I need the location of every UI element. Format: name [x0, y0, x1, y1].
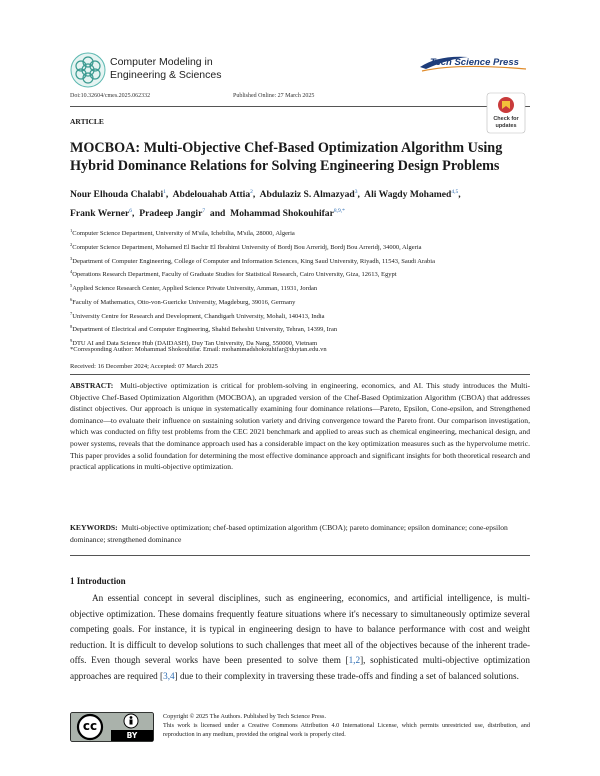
license-statement[interactable]: This work is licensed under a Creative Commons Attribution 4.0 International License, which permits unrestricted use, distribution, and reproduction in any medium, provided the original work is properly cited.	[163, 722, 530, 739]
affiliation-item: $^1$Computer Science Department, University of M'sila, Ichebilia, M'sila, 28000, Algeria	[70, 228, 295, 238]
author-list: Nour Elhouda Chalabi$^1$, Abdelouahab Attia$^2$, Abdulaziz S. Almazyad$^3$, Ali Wagdy Mohamed$^{4,5}$, Frank Werner$^6$, Pradeep Jangir$^7$ and Mohammad Shokouhifar$^{8,9,*}$	[70, 189, 461, 220]
journal-logo-icon	[70, 52, 106, 88]
copyright-line: Copyright © 2025 The Authors. Published by Tech Science Press.	[163, 713, 327, 720]
journal-name-line1: Computer Modeling in	[110, 56, 213, 68]
keywords-text: Multi-objective optimization; chef-based optimization algorithm (CBOA); pareto dominance; epsilon dominance; cone-epsilon dominance; strengthened dominance	[70, 523, 508, 544]
check-for-updates-badge[interactable]	[486, 92, 526, 134]
header-divider	[70, 106, 530, 107]
author[interactable]: Mohammad Shokouhifar$^{8,9,*}$	[230, 208, 345, 220]
keywords-divider	[70, 555, 530, 556]
author[interactable]: Pradeep Jangir$^7$	[139, 208, 206, 220]
section-heading: 1 Introduction	[70, 576, 126, 586]
abstract-text: Multi-objective optimization is critical for problem-solving in engineering, economics, and AI. This study introduces the Multi-Objective Chef-Based Optimization Algorithm (MOCBOA), an upgraded version of the Chef-Based Optimization Algorithm (CBOA) that addresses distinct objectives. Our approach is unique in systematically examining four dominance relations—Pareto, Epsilon, Cone-epsilon, and Strengthened dominance—to evaluate their influence on sustaining solution variety and driving convergence toward the Pareto front. Our comparison investigation, which was conducted on fifty test problems from the CEC 2021 benchmark and applied to areas such as chemical engineering, mechanical design, and power systems, reveals that the dominance approach used has a considerable impact on the key optimization measures such as the hypervolume metric. This paper provides a solid foundation for determining the most effective dominance approach and significant insights for both theoretical research and practical applications in multi-objective optimization.	[70, 381, 530, 472]
affiliation-item: $^6$Faculty of Mathematics, Otto-von-Guericke University, Magdeburg, 39016, Germany	[70, 296, 296, 306]
author[interactable]: Ali Wagdy Mohamed$^{4,5}$	[364, 189, 459, 201]
check-label-1: Check for	[493, 116, 519, 122]
affiliation-item: $^8$Department of Electrical and Computer Engineering, Shahid Beheshti University, Tehran, 14399, Iran	[70, 324, 338, 334]
article-type-label: ARTICLE	[70, 117, 104, 126]
published-online: Published Online: 27 March 2025	[233, 93, 315, 99]
author[interactable]: Abdelouahab Attia$^2$	[172, 189, 253, 201]
affiliation-item: $^7$University Centre for Research and Development, Chandigarh University, Mohali, 140413, India	[70, 310, 325, 320]
author[interactable]: Abdulaziz S. Almazyad$^3$	[259, 189, 358, 201]
journal-name-line2: Engineering & Sciences	[110, 69, 222, 81]
affiliation-item: $^4$Operations Research Department, Faculty of Graduate Studies for Statistical Research, Cairo University, Giza, 12613, Egypt	[70, 269, 397, 279]
affiliation-item: $^5$Applied Science Research Center, Applied Science Private University, Amman, 11931, Jordan	[70, 283, 318, 293]
paper-title: MOCBOA: Multi-Objective Chef-Based Optimization Algorithm Using Hybrid Dominance Relations for Solving Engineering Design Problems	[70, 140, 503, 174]
intro-paragraph: An essential concept in several disciplines, such as engineering, economics, and artificial intelligence, is multi-objective optimization. These domains frequently feature situations where it's necessary to simultaneously optimize several competing goals. For instance, it is typical in engineering design to have to balance performance with cost and weight reduction. It is difficult to develop solutions to such challenges that meet all of the objectives because of the inherent trade-offs. Even though several works have been presented to solve them [1,2], sophisticated multi-objective optimization approaches are required [3,4] due to their complexity in traversing these trade-offs and finding a set of balanced solutions.	[70, 593, 530, 681]
license-text	[163, 712, 530, 740]
cc-by-license-icon[interactable]	[70, 712, 154, 742]
publisher-name[interactable]: Tech Science Press	[430, 57, 519, 68]
doi[interactable]: Doi:10.32604/cmes.2025.062332	[70, 93, 151, 99]
corresponding-author[interactable]: *Corresponding Author: Mohammad Shokouhifar. Email: mohammadshokouhifar@duytan.edu.vn	[70, 346, 327, 353]
author[interactable]: Frank Werner$^6$	[70, 208, 132, 220]
journal-name[interactable]	[110, 56, 222, 82]
received-accepted-dates: Received: 16 December 2024; Accepted: 07 March 2025	[70, 363, 218, 370]
citation-link[interactable]: 3,4	[163, 670, 175, 681]
author[interactable]: Nour Elhouda Chalabi$^1$	[70, 189, 166, 201]
by-label: BY	[126, 730, 138, 740]
abstract-divider	[70, 374, 530, 375]
check-label-2: updates	[495, 122, 517, 129]
affiliation-item: $^3$Department of Computer Engineering, College of Computer and Information Sciences, King Saud University, Riyadh, 11543, Saudi Arabia	[70, 255, 435, 265]
affiliation-list	[70, 226, 535, 350]
abstract	[70, 380, 530, 473]
cc-label: cc	[82, 719, 98, 733]
abstract-heading: ABSTRACT:	[70, 381, 114, 390]
keywords	[70, 522, 530, 545]
affiliation-item: $^2$Computer Science Department, Mohamed El Bachir El Ibrahimi University of Bordj Bou Arreridj, Bordj Bou Arreridj, 34000, Algeria	[70, 241, 422, 251]
citation-link[interactable]: 1,2	[348, 655, 361, 666]
affiliation-item: $^9$DTU AI and Data Science Hub (DAIDASH), Duy Tan University, Da Nang, 550000, Vietnam	[70, 338, 318, 348]
keywords-heading: KEYWORDS:	[70, 523, 118, 532]
